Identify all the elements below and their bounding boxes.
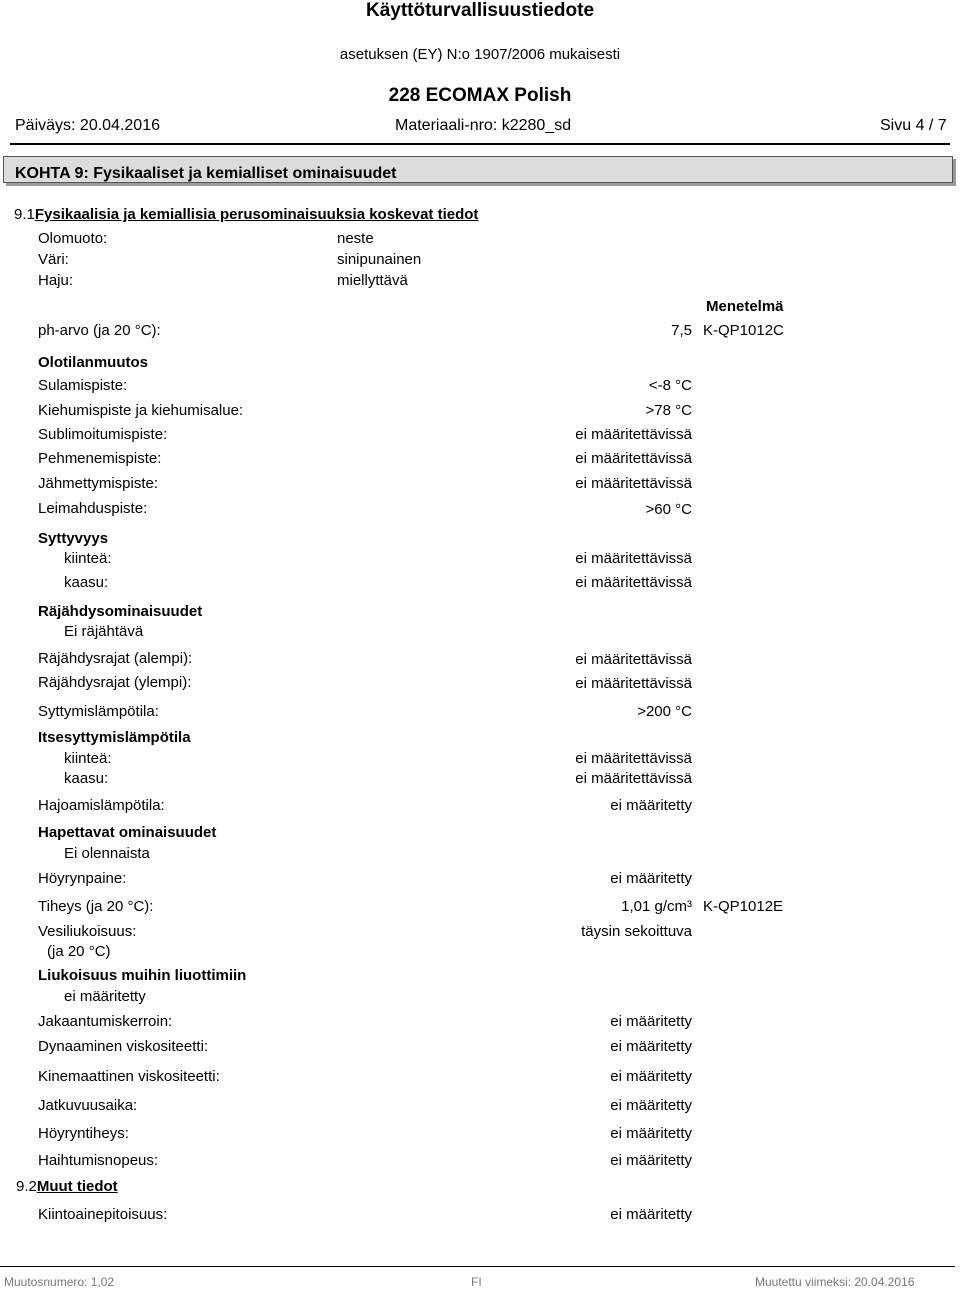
water-solubility-label: Vesiliukoisuus: — [38, 923, 137, 940]
regulation-subtitle: asetuksen (EY) N:o 1907/2006 mukaisesti — [339, 46, 621, 63]
section-title: KOHTA 9: Fysikaaliset ja kemialliset ominaisuudet — [15, 165, 397, 182]
flow-time-label: Jatkuvuusaika: — [38, 1097, 138, 1114]
subsection-title-9-2: Muut tiedot — [36, 1178, 118, 1195]
form-value: neste — [337, 230, 374, 247]
water-solubility-value: täysin sekoittuva — [581, 923, 692, 940]
solidification-value: ei määritettävissä — [575, 475, 692, 492]
footer-modified: Muutettu viimeksi: 20.04.2016 — [755, 1275, 915, 1289]
flammability-solid-label: kiinteä: — [64, 550, 112, 567]
subsection-9-2 — [16, 1179, 118, 1194]
subsection-number-9-1: 9.1 — [14, 206, 35, 223]
dyn-viscosity-value: ei määritetty — [610, 1038, 692, 1055]
odor-value: miellyttävä — [337, 272, 408, 289]
oxidizing-heading: Hapettavat ominaisuudet — [38, 824, 217, 841]
evaporation-value: ei määritetty — [610, 1152, 692, 1169]
partition-value: ei määritetty — [610, 1013, 692, 1030]
decomposition-label: Hajoamislämpötila: — [38, 797, 165, 814]
evaporation-label: Haihtumisnopeus: — [38, 1152, 159, 1169]
footer-divider — [0, 1266, 955, 1267]
footer-language: FI — [471, 1275, 482, 1289]
ph-value: 7,5 — [671, 322, 692, 339]
water-solubility-temp: (ja 20 °C) — [47, 943, 111, 960]
subsection-number — [14, 207, 478, 222]
autoignition-gas-label: kaasu: — [64, 770, 109, 787]
ignition-value: >200 °C — [637, 703, 692, 720]
decomposition-value: ei määritetty — [610, 797, 692, 814]
boiling-label: Kiehumispiste ja kiehumisalue: — [38, 402, 244, 419]
flow-time-value: ei määritetty — [610, 1097, 692, 1114]
solids-label: Kiintoainepitoisuus: — [38, 1206, 168, 1223]
flash-point-label: Leimahduspiste: — [38, 500, 148, 517]
vapor-density-label: Höyryntiheys: — [38, 1125, 129, 1142]
solvent-solubility-note: ei määritetty — [64, 988, 146, 1005]
oxidizing-note: Ei olennaista — [64, 845, 150, 862]
flammability-gas-label: kaasu: — [64, 574, 109, 591]
explosive-lower-label: Räjähdysrajat (alempi): — [38, 650, 193, 667]
solidification-label: Jähmettymispiste: — [38, 475, 159, 492]
kin-viscosity-value: ei määritetty — [610, 1068, 692, 1085]
ignition-label: Syttymislämpötila: — [38, 703, 159, 720]
form-label: Olomuoto: — [38, 230, 108, 247]
ph-label: ph-arvo (ja 20 °C): — [38, 322, 161, 339]
autoignition-solid-label: kiinteä: — [64, 750, 112, 767]
sublimation-value: ei määritettävissä — [575, 426, 692, 443]
state-change-heading: Olotilanmuutos — [38, 354, 148, 371]
header-divider — [10, 143, 950, 145]
density-value: 1,01 g/cm³ — [621, 898, 692, 915]
softening-value: ei määritettävissä — [575, 450, 692, 467]
explosive-upper-label: Räjähdysrajat (ylempi): — [38, 674, 192, 691]
boiling-value: >78 °C — [645, 402, 692, 419]
autoignition-heading: Itsesyttymislämpötila — [38, 729, 191, 746]
kin-viscosity-label: Kinemaattinen viskositeetti: — [38, 1068, 220, 1085]
flammability-heading: Syttyvyys — [38, 530, 109, 547]
product-name: 228 ECOMAX Polish — [388, 85, 572, 106]
vapor-pressure-label: Höyrynpaine: — [38, 870, 127, 887]
softening-label: Pehmenemispiste: — [38, 450, 162, 467]
explosive-upper-value: ei määritettävissä — [575, 675, 692, 692]
subsection-title-9-1: Fysikaalisia ja kemiallisia perusominaisuuksia koskevat tiedot — [34, 206, 479, 223]
vapor-pressure-value: ei määritetty — [610, 870, 692, 887]
odor-label: Haju: — [38, 272, 74, 289]
method-header: Menetelmä — [706, 298, 784, 315]
melting-label: Sulamispiste: — [38, 377, 128, 394]
solids-value: ei määritetty — [610, 1206, 692, 1223]
explosive-note: Ei räjähtävä — [64, 623, 144, 640]
footer-revision: Muutosnumero: 1,02 — [4, 1275, 115, 1289]
sublimation-label: Sublimoitumispiste: — [38, 426, 168, 443]
ph-method: K-QP1012C — [703, 322, 784, 339]
color-value: sinipunainen — [337, 251, 422, 268]
density-method: K-QP1012E — [703, 898, 784, 915]
explosive-lower-value: ei määritettävissä — [575, 651, 692, 668]
material-number: Materiaali-nro: k2280_sd — [395, 117, 572, 134]
autoignition-solid-value: ei määritettävissä — [575, 750, 692, 767]
flammability-gas-value: ei määritettävissä — [575, 574, 692, 591]
vapor-density-value: ei määritetty — [610, 1125, 692, 1142]
page-number: Sivu 4 / 7 — [880, 117, 947, 134]
explosive-heading: Räjähdysominaisuudet — [38, 603, 203, 620]
melting-value: <-8 °C — [648, 377, 692, 394]
density-label: Tiheys (ja 20 °C): — [38, 898, 154, 915]
document-date: Päiväys: 20.04.2016 — [15, 117, 160, 134]
subsection-number-9-2: 9.2 — [16, 1178, 37, 1195]
document-title: Käyttöturvallisuustiedote — [365, 0, 595, 21]
partition-label: Jakaantumiskerroin: — [38, 1013, 173, 1030]
dyn-viscosity-label: Dynaaminen viskositeetti: — [38, 1038, 209, 1055]
flash-point-value: >60 °C — [645, 501, 692, 518]
autoignition-gas-value: ei määritettävissä — [575, 770, 692, 787]
solvent-solubility-heading: Liukoisuus muihin liuottimiin — [38, 967, 247, 984]
color-label: Väri: — [38, 251, 69, 268]
flammability-solid-value: ei määritettävissä — [575, 550, 692, 567]
